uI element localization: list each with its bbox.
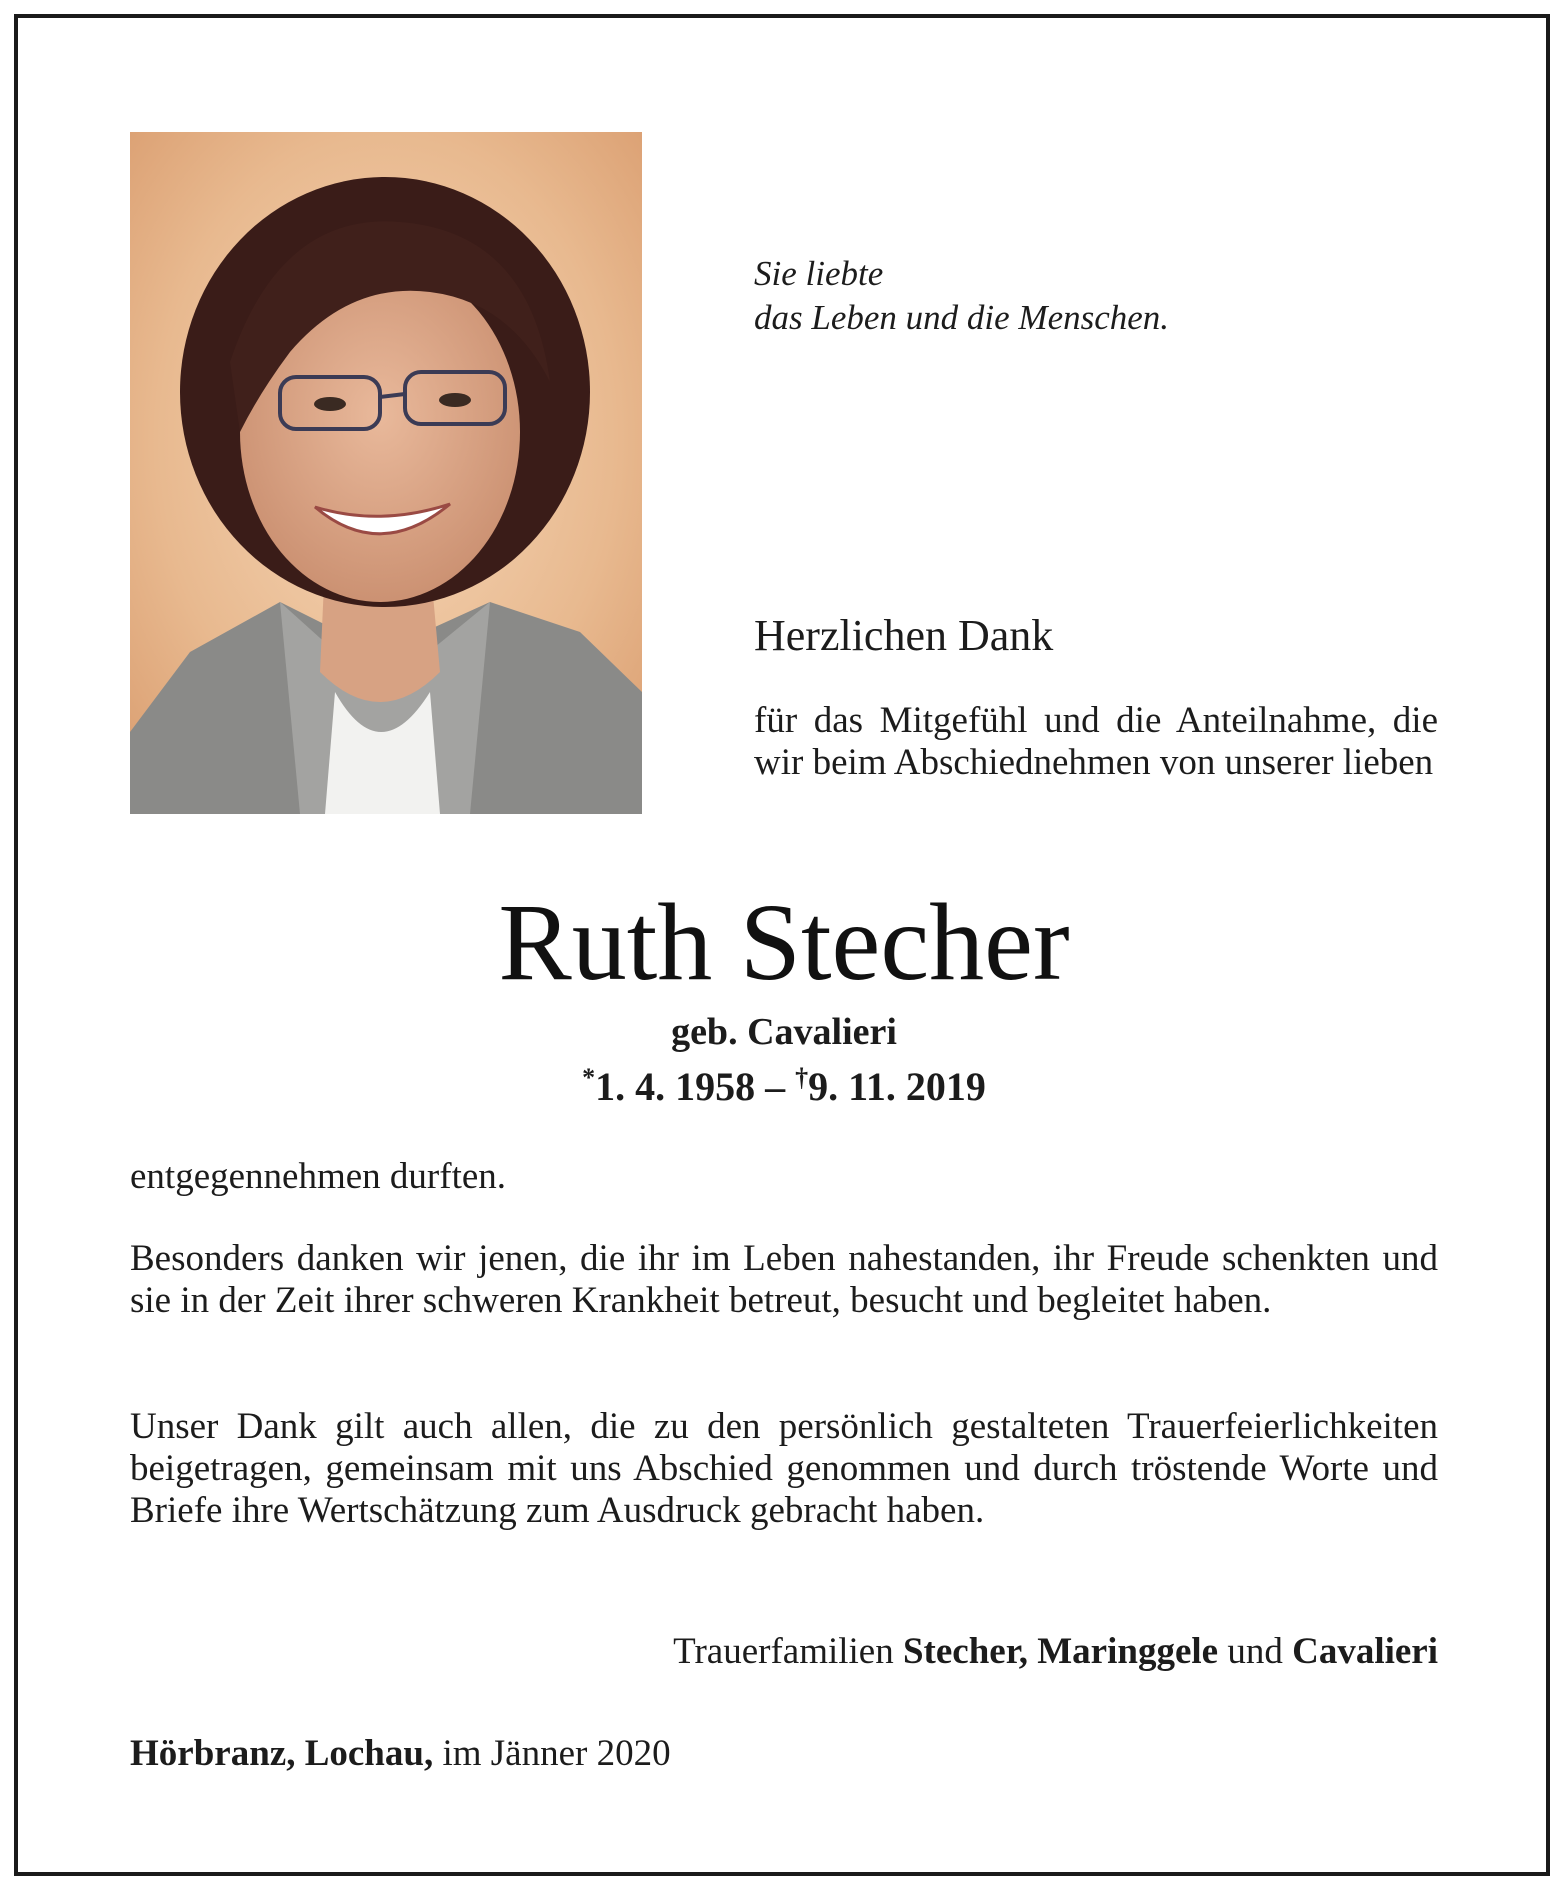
paragraph-3: Unser Dank gilt auch allen, die zu den persönlich gestalteten Trauerfeierlichkeiten beigetragen, gemeinsam mit uns Abschied genommen und durch tröstende Worte und Briefe ihre Wertschätzung zum Ausdruck gebracht haben. xyxy=(130,1406,1438,1531)
portrait-photo xyxy=(130,132,642,814)
death-date: 9. 11. 2019 xyxy=(808,1064,986,1109)
life-dates xyxy=(0,1054,1568,1111)
notice-date: im Jänner 2020 xyxy=(433,1733,671,1774)
signature-families xyxy=(673,1630,1438,1674)
intro-text: für das Mitgefühl und die Anteilnahme, die wir beim Abschiednehmen von unserer lieben xyxy=(754,700,1438,783)
maiden-name: geb. Cavalieri xyxy=(671,1011,897,1053)
signature-conjunction: und xyxy=(1218,1631,1293,1672)
deceased-name: Ruth Stecher xyxy=(498,881,1070,1003)
birth-symbol: * xyxy=(582,1063,596,1092)
signature-prefix: Trauerfamilien xyxy=(673,1631,903,1672)
places: Hörbranz, Lochau, xyxy=(130,1733,434,1774)
death-symbol: † xyxy=(795,1063,809,1092)
birth-date: 1. 4. 1958 xyxy=(595,1064,756,1109)
paragraph-1: entgegennehmen durften. xyxy=(130,1156,507,1197)
quote-line-2: das Leben und die Menschen. xyxy=(754,298,1170,337)
signature-names: Stecher, Maringgele xyxy=(902,1631,1219,1672)
place-date xyxy=(130,1732,671,1776)
signature-last-name: Cavalieri xyxy=(1292,1631,1438,1672)
memorial-quote xyxy=(754,252,1454,340)
quote-line-1: Sie liebte xyxy=(754,254,884,293)
date-separator: – xyxy=(755,1064,796,1109)
paragraph-2: Besonders danken wir jenen, die ihr im Leben nahestanden, ihr Freude schenkten und sie in der Zeit ihrer schweren Krankheit betreut, besucht und begleitet haben. xyxy=(130,1238,1438,1321)
thanks-heading: Herzlichen Dank xyxy=(754,611,1054,660)
